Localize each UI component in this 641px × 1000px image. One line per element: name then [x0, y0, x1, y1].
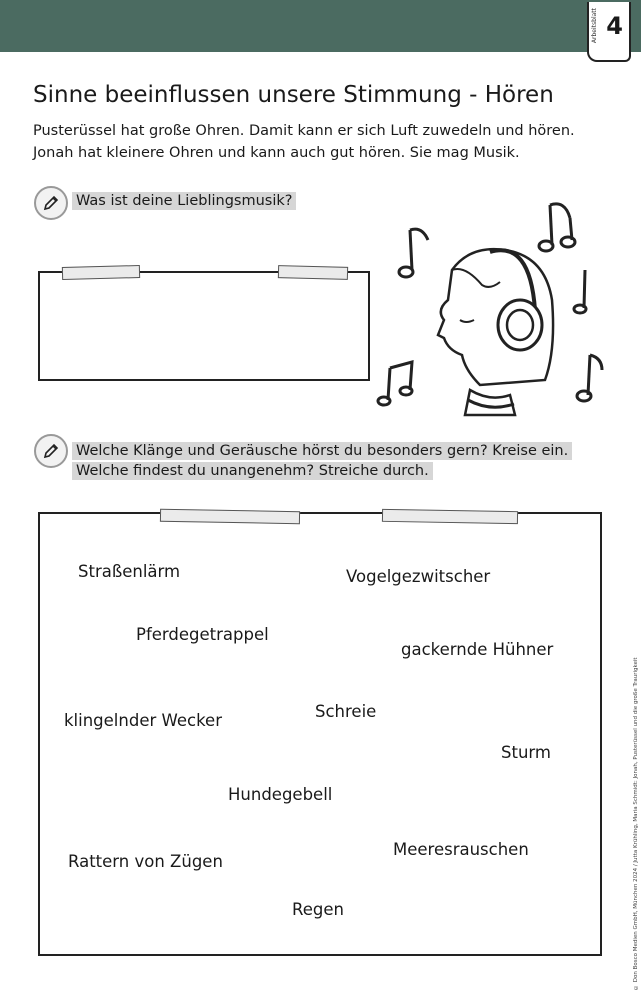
- sheet-tab-label: Arbeitsblatt: [591, 8, 598, 44]
- girl-with-headphones-illustration: [370, 190, 610, 420]
- task-2-line: Welche findest du unangenehm? Streiche durch.: [72, 462, 433, 480]
- task-2: [34, 434, 572, 482]
- word-item[interactable]: Rattern von Zügen: [68, 852, 223, 871]
- tape-strip: [278, 265, 348, 280]
- word-item[interactable]: Vogelgezwitscher: [346, 567, 491, 586]
- task-2-line: Welche Klänge und Geräusche hörst du besonders gern? Kreise ein.: [72, 442, 572, 460]
- intro-line: Jonah hat kleinere Ohren und kann auch gut hören. Sie mag Musik.: [33, 145, 520, 161]
- copyright-notice: © Don Bosco Medien GmbH, München 2024 / Jutta Krühling, Maria Schmidt: Jonah, Pusterüssel und die große Traurigkeit: [633, 657, 639, 990]
- intro-line: Pusterüssel hat große Ohren. Damit kann er sich Luft zuwedeln und hören.: [33, 123, 575, 139]
- word-item[interactable]: Meeresrauschen: [393, 840, 529, 859]
- tape-strip: [62, 265, 140, 280]
- pencil-icon: [34, 434, 68, 468]
- pencil-icon: [34, 186, 68, 220]
- word-item[interactable]: Sturm: [501, 743, 551, 762]
- intro-text: [33, 120, 575, 164]
- tape-strip: [382, 509, 518, 524]
- tape-strip: [160, 509, 300, 524]
- word-item[interactable]: Pferdegetrappel: [136, 625, 269, 644]
- word-item[interactable]: Regen: [292, 900, 344, 919]
- word-item[interactable]: Schreie: [315, 702, 377, 721]
- task-1-text: Was ist deine Lieblingsmusik?: [72, 192, 296, 210]
- answer-box[interactable]: [38, 271, 370, 381]
- word-item[interactable]: Hundegebell: [228, 785, 333, 804]
- word-item[interactable]: gackernde Hühner: [401, 640, 554, 659]
- page-title: Sinne beeinflussen unsere Stimmung - Hören: [33, 82, 554, 108]
- sheet-tab: [587, 2, 631, 62]
- header-bar: [0, 0, 641, 52]
- word-item[interactable]: Straßenlärm: [78, 562, 181, 581]
- word-item[interactable]: klingelnder Wecker: [64, 711, 222, 730]
- task-1: [34, 186, 296, 220]
- sheet-number: 4: [606, 12, 623, 40]
